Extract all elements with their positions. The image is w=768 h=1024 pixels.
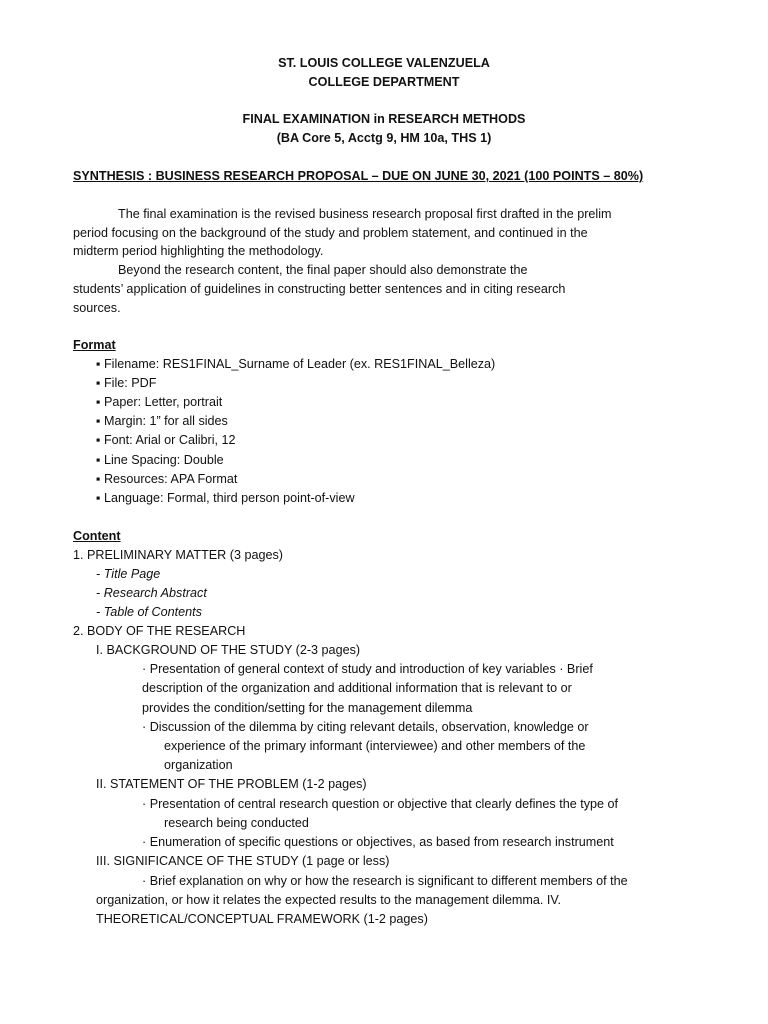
body-of-research: 2. BODY OF THE RESEARCH — [73, 624, 246, 638]
intro-paragraph-1-line-2: period focusing on the background of the study and problem statement, and continued in the — [73, 226, 588, 240]
preliminary-item: - Research Abstract — [96, 586, 207, 600]
section-background: I. BACKGROUND OF THE STUDY (2-3 pages) — [96, 643, 361, 657]
preliminary-matter: 1. PRELIMINARY MATTER (3 pages) — [73, 548, 283, 562]
section-background-line: provides the condition/setting for the management dilemma — [142, 701, 473, 715]
format-item: ▪ Margin: 1” for all sides — [96, 414, 228, 428]
intro-paragraph-2-line-2: students’ application of guidelines in constructing better sentences and in citing research — [73, 282, 566, 296]
format-item: ▪ File: PDF — [96, 376, 157, 390]
format-item: ▪ Language: Formal, third person point-of-view — [96, 491, 355, 505]
intro-paragraph-2-line-3: sources. — [73, 301, 121, 315]
format-item: ▪ Filename: RES1FINAL_Surname of Leader (ex. RES1FINAL_Belleza) — [96, 357, 496, 371]
intro-paragraph-1-line-1: The final examination is the revised business research proposal first drafted in the prelim — [118, 207, 612, 221]
section-background-line: description of the organization and additional information that is relevant to or — [142, 681, 572, 695]
section-significance-line: organization, or how it relates the expected results to the management dilemma. IV. — [96, 893, 562, 907]
format-item: ▪ Paper: Letter, portrait — [96, 395, 223, 409]
format-heading: Format — [73, 338, 116, 352]
intro-paragraph-2-line-1: Beyond the research content, the final paper should also demonstrate the — [118, 263, 528, 277]
section-significance: III. SIGNIFICANCE OF THE STUDY (1 page or less) — [96, 854, 390, 868]
format-item: ▪ Font: Arial or Calibri, 12 — [96, 433, 236, 447]
section-background-line: · Discussion of the dilemma by citing relevant details, observation, knowledge or — [142, 720, 589, 734]
preliminary-item: - Title Page — [96, 567, 161, 581]
section-background-line: organization — [164, 758, 233, 772]
section-problem-line: · Enumeration of specific questions or objectives, as based from research instrument — [142, 835, 614, 849]
department-name: COLLEGE DEPARTMENT — [308, 75, 460, 89]
school-name: ST. LOUIS COLLEGE VALENZUELA — [278, 56, 490, 70]
exam-title: FINAL EXAMINATION in RESEARCH METHODS — [242, 112, 526, 126]
intro-paragraph-1-line-3: midterm period highlighting the methodology. — [73, 244, 324, 258]
preliminary-item: - Table of Contents — [96, 605, 202, 619]
section-problem: II. STATEMENT OF THE PROBLEM (1-2 pages) — [96, 777, 367, 791]
section-significance-line: · Brief explanation on why or how the research is significant to different members of the — [142, 874, 628, 888]
section-background-line: experience of the primary informant (interviewee) and other members of the — [164, 739, 586, 753]
section-problem-line: research being conducted — [164, 816, 309, 830]
format-item: ▪ Line Spacing: Double — [96, 453, 224, 467]
course-list: (BA Core 5, Acctg 9, HM 10a, THS 1) — [276, 131, 492, 145]
format-item: ▪ Resources: APA Format — [96, 472, 238, 486]
synthesis-heading: SYNTHESIS : BUSINESS RESEARCH PROPOSAL – DUE ON JUNE 30, 2021 (100 POINTS – 80%) — [73, 169, 644, 183]
content-heading: Content — [73, 529, 121, 543]
section-background-line: · Presentation of general context of study and introduction of key variables · Brief — [142, 662, 593, 676]
section-problem-line: · Presentation of central research question or objective that clearly defines the type of — [142, 797, 619, 811]
section-significance-line: THEORETICAL/CONCEPTUAL FRAMEWORK (1-2 pages) — [96, 912, 428, 926]
